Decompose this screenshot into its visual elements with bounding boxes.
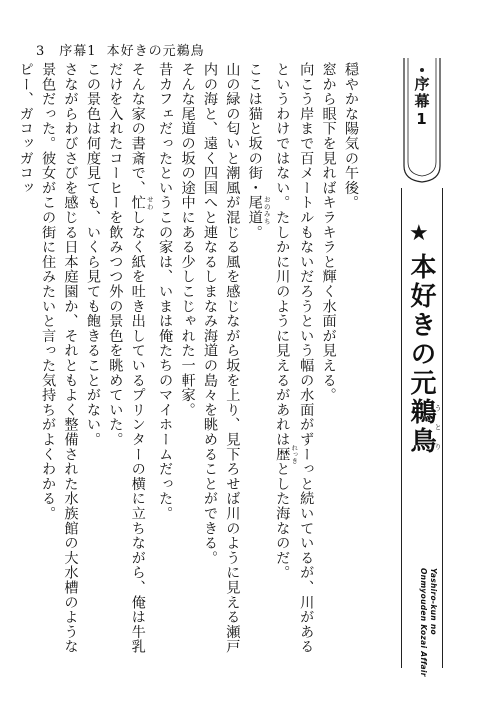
paragraph: 山の緑の匂いと潮風が混じる風を感じながら坂を上り、見下ろせば川のように見える瀬戸内の海と、遠く四国へと連なるしまなみ海道の島々を眺めることができる。: [201, 62, 241, 654]
page-number: 3: [36, 44, 46, 59]
title-ruby: 鵜鳥うとり: [406, 398, 442, 456]
paragraph: そんな尾道の坂の途中にある少しこじゃれた一軒家。: [179, 62, 196, 418]
running-head: [36, 40, 205, 59]
ruby-word: 忙 せわ: [129, 195, 154, 211]
paragraph: ピー、ガコッガコッ: [17, 62, 34, 196]
paragraph: 窓から眼下を見ればキラキラと輝く水面が見える。: [320, 62, 337, 403]
paragraph: そんな家の書斎で、忙 せわしなく紙を吐き出しているプリンターの横に立ちながら、俺は牛乳だけを入れたコーヒーを飲みつつ外の景色を眺めていた。: [107, 62, 154, 655]
series-label: Yashiro-kun no Onmyouden Kozai Affair: [419, 568, 438, 677]
chapter-title-band: [398, 58, 446, 677]
paragraph: さながらわびさびを感じる日本庭園か、それともよく整備された水族館の大水槽のような景色だった。彼女がこの街に住みたいと言った気持ちがよくわかる。: [40, 62, 79, 654]
paragraph: この景色は何度見ても、いくら見ても飽きることがない。: [84, 62, 101, 447]
ruby-word: 歴 れっき: [274, 444, 299, 464]
ruby-word: 尾道 おのみち: [246, 195, 271, 225]
paragraph: 向こう岸まで百メートルもないだろうという幅の水面がずーっと続いているが、川があるというわけではない。たしかに川のように見えるがあれは歴 れっきとした海なのだ。: [274, 62, 315, 654]
chapter-label: 序幕1: [412, 76, 431, 130]
paragraph: 昔カフェだったというこの家は、いまは俺たちのマイホームだった。: [157, 62, 174, 521]
chapter-badge: [400, 58, 444, 178]
paragraph: ここは猫と坂の街・尾道 おのみち。: [246, 62, 271, 240]
running-head-part: 序幕1: [59, 44, 97, 59]
paragraph: 穏やかな陽気の午後。: [343, 62, 359, 210]
star-icon: ★: [409, 221, 429, 246]
running-head-title: 本好きの元鵜鳥: [106, 44, 205, 59]
rail-line: [442, 188, 443, 668]
body-text: [17, 62, 362, 662]
chapter-title: 本好きの元鵜鳥うとり: [406, 253, 442, 456]
